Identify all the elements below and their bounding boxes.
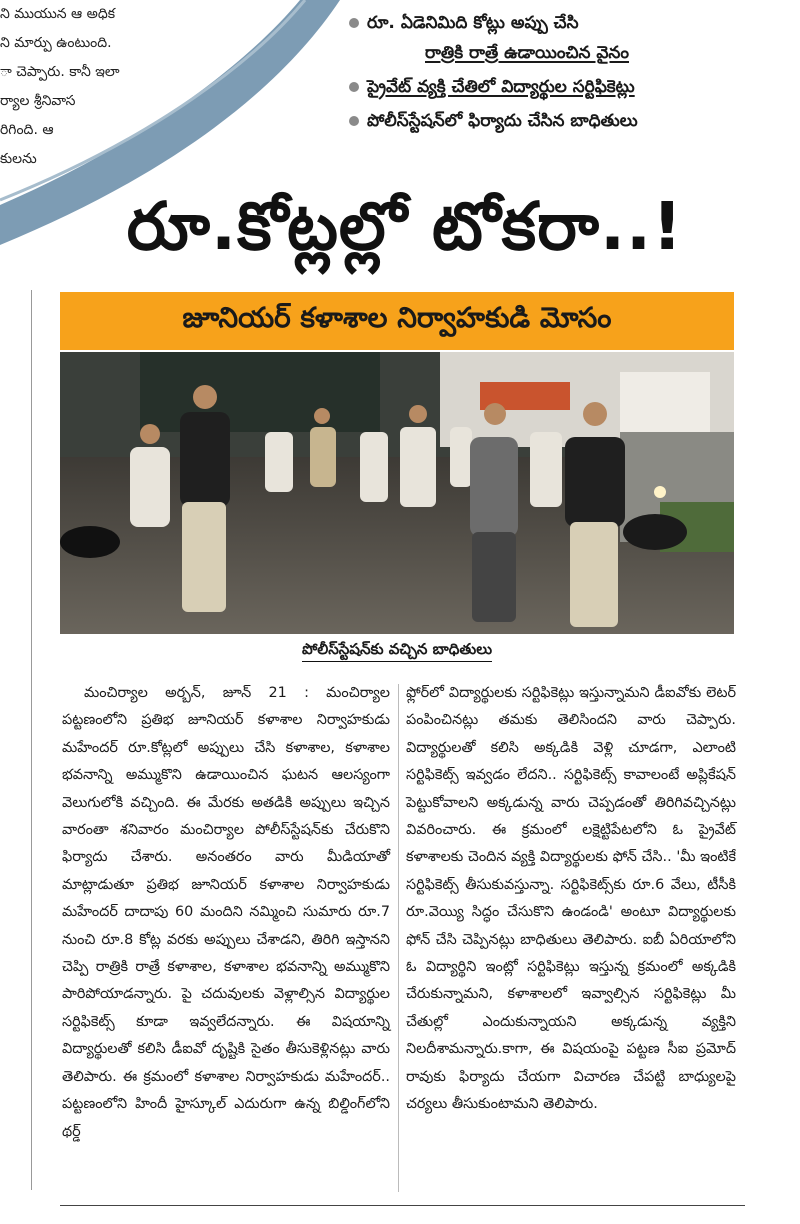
highlight-text: రాత్రికి రాత్రే ఉడాయించిన వైనం (425, 43, 629, 63)
snippet-line: కులను (0, 151, 37, 167)
news-photo (60, 352, 734, 634)
subheadline-text: జూనియర్ కళాశాల నిర్వాహకుడి మోసం (182, 301, 612, 334)
article-paragraph: మంచిర్యాల అర్బన్, జూన్ 21 : మంచిర్యాల పట్టణంలోని ప్రతిభ జూనియర్ కళాశాల నిర్వాహకుడు మహేందర్ రూ.కోట్లలో అప్పులు చేసి కళాశాల, కళాశాల భవనాన్ని అమ్ముకొని ఉడాయించిన ఘటన ఆలస్యంగా వెలుగులోకి వచ్చింది. ఈ మేరకు అతడికి అప్పులు ఇచ్చిన వారంతా శనివారం మంచిర్యాల పోలీస్‌స్టేషన్‌కు చేరుకొని ఫిర్యాదు చేశారు. అనంతరం వారు మీడియాతో మాట్లాడుతూ ప్రతిభ జూనియర్ కళాశాల నిర్వాహకుడు మహేందర్ దాదాపు 60 మందిని నమ్మించి సుమారు రూ.7 నుంచి రూ.8 కోట్ల వరకు అప్పులు చేశాడని, తిరిగి ఇస్తానని చెప్పి రాత్రికి రాత్రే కళాశాల, కళాశాల భవనాన్ని అమ్ముకొని పారిపోయాడన్నారు. పై చదువులకు వెళ్లాల్సిన విద్యార్థుల సర్టిఫికెట్స్ కూడా ఇవ్వలేదన్నారు. ఈ విషయాన్ని విద్యార్థులతో కలిసి డీఐవో దృష్టికి సైతం తీసుకెళ్లినట్లు వారు తెలిపారు. ఈ క్రమంలో కళాశాల నిర్వాహకుడు మహేందర్.. పట్టణంలోని హిందీ హైస్కూల్ ఎదురుగా ఉన్న బిల్డింగ్‌లోని థర్డ్ (62, 685, 390, 1140)
highlight-item (345, 8, 765, 38)
highlight-item (345, 72, 765, 102)
highlight-text: పోలీస్‌స్టేషన్‌లో ఫిర్యాదు చేసిన బాధితులు (367, 111, 638, 131)
snippet-line: ా చెప్పారు. కానీ ఇలా (0, 64, 120, 80)
bullet-icon (349, 18, 359, 28)
snippet-line: ని మార్పు ఉంటుంది. (0, 35, 112, 51)
page-bottom-rule (60, 1205, 745, 1206)
article-paragraph: ఫ్లోర్‌లో విద్యార్థులకు సర్టిఫికెట్లు ఇస్తున్నామని డీఐవోకు లెటర్ పంపించినట్లు తమకు తెలిసిందని వారు చెప్పారు. విద్యార్థులతో కలిసి అక్కడికి వెళ్లి చూడగా, ఎలాంటి సర్టిఫికెట్స్ ఇవ్వడం లేదని.. సర్టిఫికెట్స్ కావాలంటే అప్లికేషన్ పెట్టుకోవాలని అక్కడున్న వారు చెప్పడంతో తిరిగివచ్చినట్లు వివరించారు. ఈ క్రమంలో లక్షెట్టిపేటలోని ఓ ప్రైవేట్ కళాశాలకు చెందిన వ్యక్తి విద్యార్థులకు ఫోన్ చేసి.. 'మీ ఇంటికే సర్టిఫికెట్స్ తీసుకువస్తున్నా. సర్టిఫికెట్స్‌కు రూ.6 వేలు, టీసీకి రూ.వెయ్యి సిద్ధం చేసుకొని ఉండండి' అంటూ విద్యార్థులకు ఫోన్ చేసి చెప్పినట్లు బాధితులు తెలిపారు. ఐబీ ఏరియాలోని ఓ విద్యార్థిని ఇంట్లో సర్టిఫికెట్లు ఇస్తున్న క్రమంలో అక్కడికి చేరుకున్నామని, కళాశాలలో ఇవ్వాల్సిన సర్టిఫికెట్లు మీ చేతుల్లో ఎందుకున్నాయని అక్కడున్న వ్యక్తిని నిలదీశామన్నారు.కాగా, ఈ విషయంపై పట్టణ సీఐ ప్రమోద్ రావుకు ఫిర్యాదు చేయగా విచారణ చేపట్టి బాధ్యులపై చర్యలు తీసుకుంటామని తెలిపారు. (406, 685, 736, 1113)
snippet-line: ర్యాల శ్రీనివాస (0, 93, 76, 109)
snippet-line: ని ముయున ఆ అధిక (0, 6, 116, 22)
article-body-left (62, 680, 390, 1146)
bullet-icon (349, 82, 359, 92)
highlight-text: ప్రైవేట్ వ్యక్తి చేతిలో విద్యార్థుల సర్టిఫికెట్లు (367, 77, 635, 97)
photo-caption-text: పోలీస్‌స్టేషన్‌కు వచ్చిన బాధితులు (302, 640, 492, 662)
bullet-icon (349, 116, 359, 126)
highlight-item-continued (345, 38, 765, 68)
column-divider (398, 684, 399, 1192)
highlight-text: రూ. ఏడెనిమిది కోట్లు అప్పు చేసి (367, 13, 579, 33)
article-body-right (406, 680, 736, 1119)
highlight-item (345, 106, 765, 136)
snippet-line: రిగింది. ఆ (0, 122, 54, 138)
photo-illustration (60, 352, 734, 634)
column-rule (31, 290, 32, 1190)
highlights-list (345, 8, 765, 136)
subheadline-banner (60, 292, 734, 350)
photo-caption (60, 640, 734, 662)
headline: రూ.కోట్లల్లో టోకరా..! (126, 188, 684, 265)
